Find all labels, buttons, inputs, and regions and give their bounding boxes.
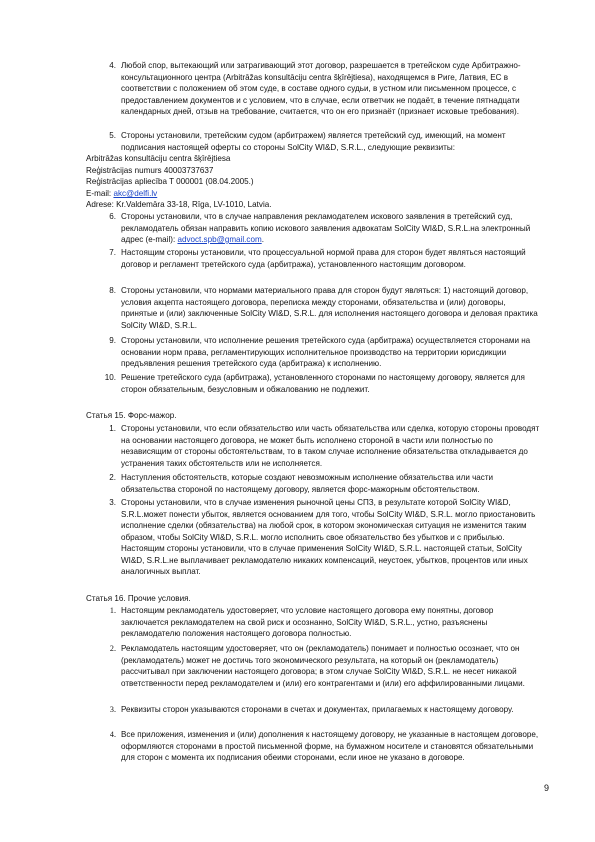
item-number: 7. — [109, 248, 116, 257]
item-number: 2. — [109, 473, 116, 482]
item-number: 3. — [109, 705, 116, 714]
item-text: Стороны установили, что если обязательство или часть обязательства или сделка, которую стороны проводят на основании настоящего договора, не может быть исполнено стороной в части или полностью по независящим от стороны обстоятельствам, то в таком случае исполнение обязательства откладывается до устранения таких обстоятельств или не исполняется. — [121, 424, 540, 468]
list-item — [104, 372, 541, 395]
item-text: Рекламодатель настоящим удостоверяет, что он (рекламодатель) понимает и полностью осознает, что он (рекламодатель) может не достичь того экономического результата, на который он (рекламодатель) рассчитывал при заключении настоящего договора; в этом случае SolCity WI&D, S.R.L. не несет никакой ответственности перед рекламодателем и (или) его контрагентами и (или) его аффилированными лицами. — [121, 644, 525, 688]
list-item — [109, 472, 541, 495]
item-number: 3. — [109, 498, 116, 507]
section-heading: Статья 15. Форс-мажор. — [86, 411, 177, 420]
item-text: Любой спор, вытекающий или затрагивающий этот договор, разрешается в третейском суде Арбитражно-консультационного центра (Arbitrāžas konsultāciju centra šķīrējtiesa), находящемся в Риге, Латвия, ЕС в соответствии с положением об этом суде, в составе одного судьи, в устном или письменном процессе, с предоставлением документов и с условием, что в случае, если ответчик не подаёт, в течение пятнадцати календарных дней, отзыв на требование, считается, что он его признаёт (признает исковые требования). — [121, 61, 521, 116]
registration-number: Reģistrācijas numurs 40003737637 — [86, 166, 214, 175]
item-number: 1. — [109, 606, 116, 615]
list-item — [109, 130, 541, 153]
item-number: 6. — [109, 212, 116, 221]
item-number: 5. — [109, 131, 116, 140]
item-text: Решение третейского суда (арбитража), установленного сторонами по настоящему договору, является для сторон обязательным, безусловным и обжалованию не подлежит. — [121, 373, 525, 394]
item-text: Настоящим стороны установили, что процессуальной нормой права для сторон будет являться настоящий договор и регламент третейского суда (арбитража), установленного настоящим договором. — [121, 248, 526, 269]
item-number: 4. — [109, 61, 116, 70]
item-text: Стороны установили, что исполнение решения третейского суда (арбитража) осуществляется сторонами на основании норм права, регламентирующих исполнительное производство на территории юрисдикции предъявления решения третейского суда (арбитража) к исполнению. — [121, 336, 531, 368]
item-number: 10. — [104, 373, 116, 382]
section-heading: Статья 16. Прочие условия. — [86, 594, 191, 603]
list-item — [109, 704, 541, 716]
email-line — [86, 188, 157, 200]
item-number: 8. — [109, 286, 116, 295]
item-text: Настоящим рекламодатель удостоверяет, что условие настоящего договора ему понятны, договор заключается рекламодателем на свой риск и осознанно, SolCity WI&D, S.R.L., устно, разъяснены рекламодателю положения настоящего договора полностью. — [121, 606, 494, 638]
item-text: Стороны установили, третейским судом (арбитражем) является третейский суд, имеющий, на момент подписания настоящей оферты со стороны SolCity WI&D, S.R.L., следующие реквизиты: — [121, 131, 506, 152]
address-line: Adrese: Kr.Valdemāra 33-18, Rīga, LV-1010, Latvia. — [86, 200, 272, 209]
court-name: Arbitrāžas konsultāciju centra šķīrējtiesa — [86, 154, 231, 163]
item-text: Наступления обстоятельств, которые создают невозможным исполнение обязательства или части обязательства стороной по настоящему договору, является форс-мажорным обстоятельством. — [121, 473, 494, 494]
item-number: 1. — [109, 424, 116, 433]
list-item — [109, 247, 541, 270]
email-link[interactable]: akc@delfi.lv — [113, 189, 158, 198]
item-text-tail: . — [261, 235, 264, 244]
list-item — [109, 497, 541, 578]
page-number: 9 — [544, 783, 550, 793]
list-item — [109, 643, 541, 689]
list-item — [109, 211, 541, 246]
item-text: Реквизиты сторон указываются сторонами в счетах и документах, прилагаемых к настоящему договору. — [121, 705, 514, 714]
registration-certificate: Reģistrācijas apliecība T 000001 (08.04.2005.) — [86, 177, 254, 186]
item-text: Стороны установили, что в случае изменения рыночной цены СПЗ, в результате которой SolCity WI&D, S.R.L.может понести убыток, является основанием для того, чтобы SolCity WI&D, S.R.L. могло приостановить исполнение сделки (обязательства) на любой срок, в котором экономическая ситуация не изменится таким образом, чтобы SolCity WI&D, S.R.L. могло исполнить свое обязательство без убытков и с прибылью. Настоящим стороны установили, что в случае применения SolCity WI&D, S.R.L. настоящей статьи, SolCity WI&D, S.R.L.не выплачивает рекламодателю никаких компенсаций, неустоек, убытков, процентов или иных аналогичных выплат. — [121, 498, 536, 576]
item-number: 9. — [109, 336, 116, 345]
item-number: 2. — [109, 644, 116, 653]
item-text: Стороны установили, что в случае направления рекламодателем искового заявления в третейский суд, рекламодатель обязан направить копию искового заявления адвокатам SolCity WI&D, S.R.L.на электронный адрес (e-mail): — [121, 212, 531, 244]
list-item — [109, 335, 541, 370]
list-item — [109, 60, 541, 118]
item-text: Стороны установили, что нормами материального права для сторон будут являться: 1) настоящий договор, условия акцепта настоящего договора, переписка между сторонами, обязательства и (или) договоры, принятые и (или) заключенные SolCity WI&D, S.R.L. для исполнения настоящего договора и деловая практика SolCity WI&D, S.R.L. — [121, 286, 538, 330]
list-item — [109, 423, 541, 469]
item-text: Все приложения, изменения и (или) дополнения к настоящему договору, не указанные в настоящем договоре, оформляются сторонами в простой письменной форме, на бумажном носителе и становятся обязательными для сторон с момента их подписания обеими сторонами, если иное не указано в договоре. — [121, 730, 539, 762]
list-item — [109, 285, 541, 331]
item-number: 4. — [109, 730, 116, 739]
email-label: E-mail: — [86, 189, 114, 198]
list-item — [109, 605, 541, 640]
list-item — [109, 729, 541, 764]
email-link[interactable]: advoct.spb@gmail.com — [177, 235, 262, 244]
